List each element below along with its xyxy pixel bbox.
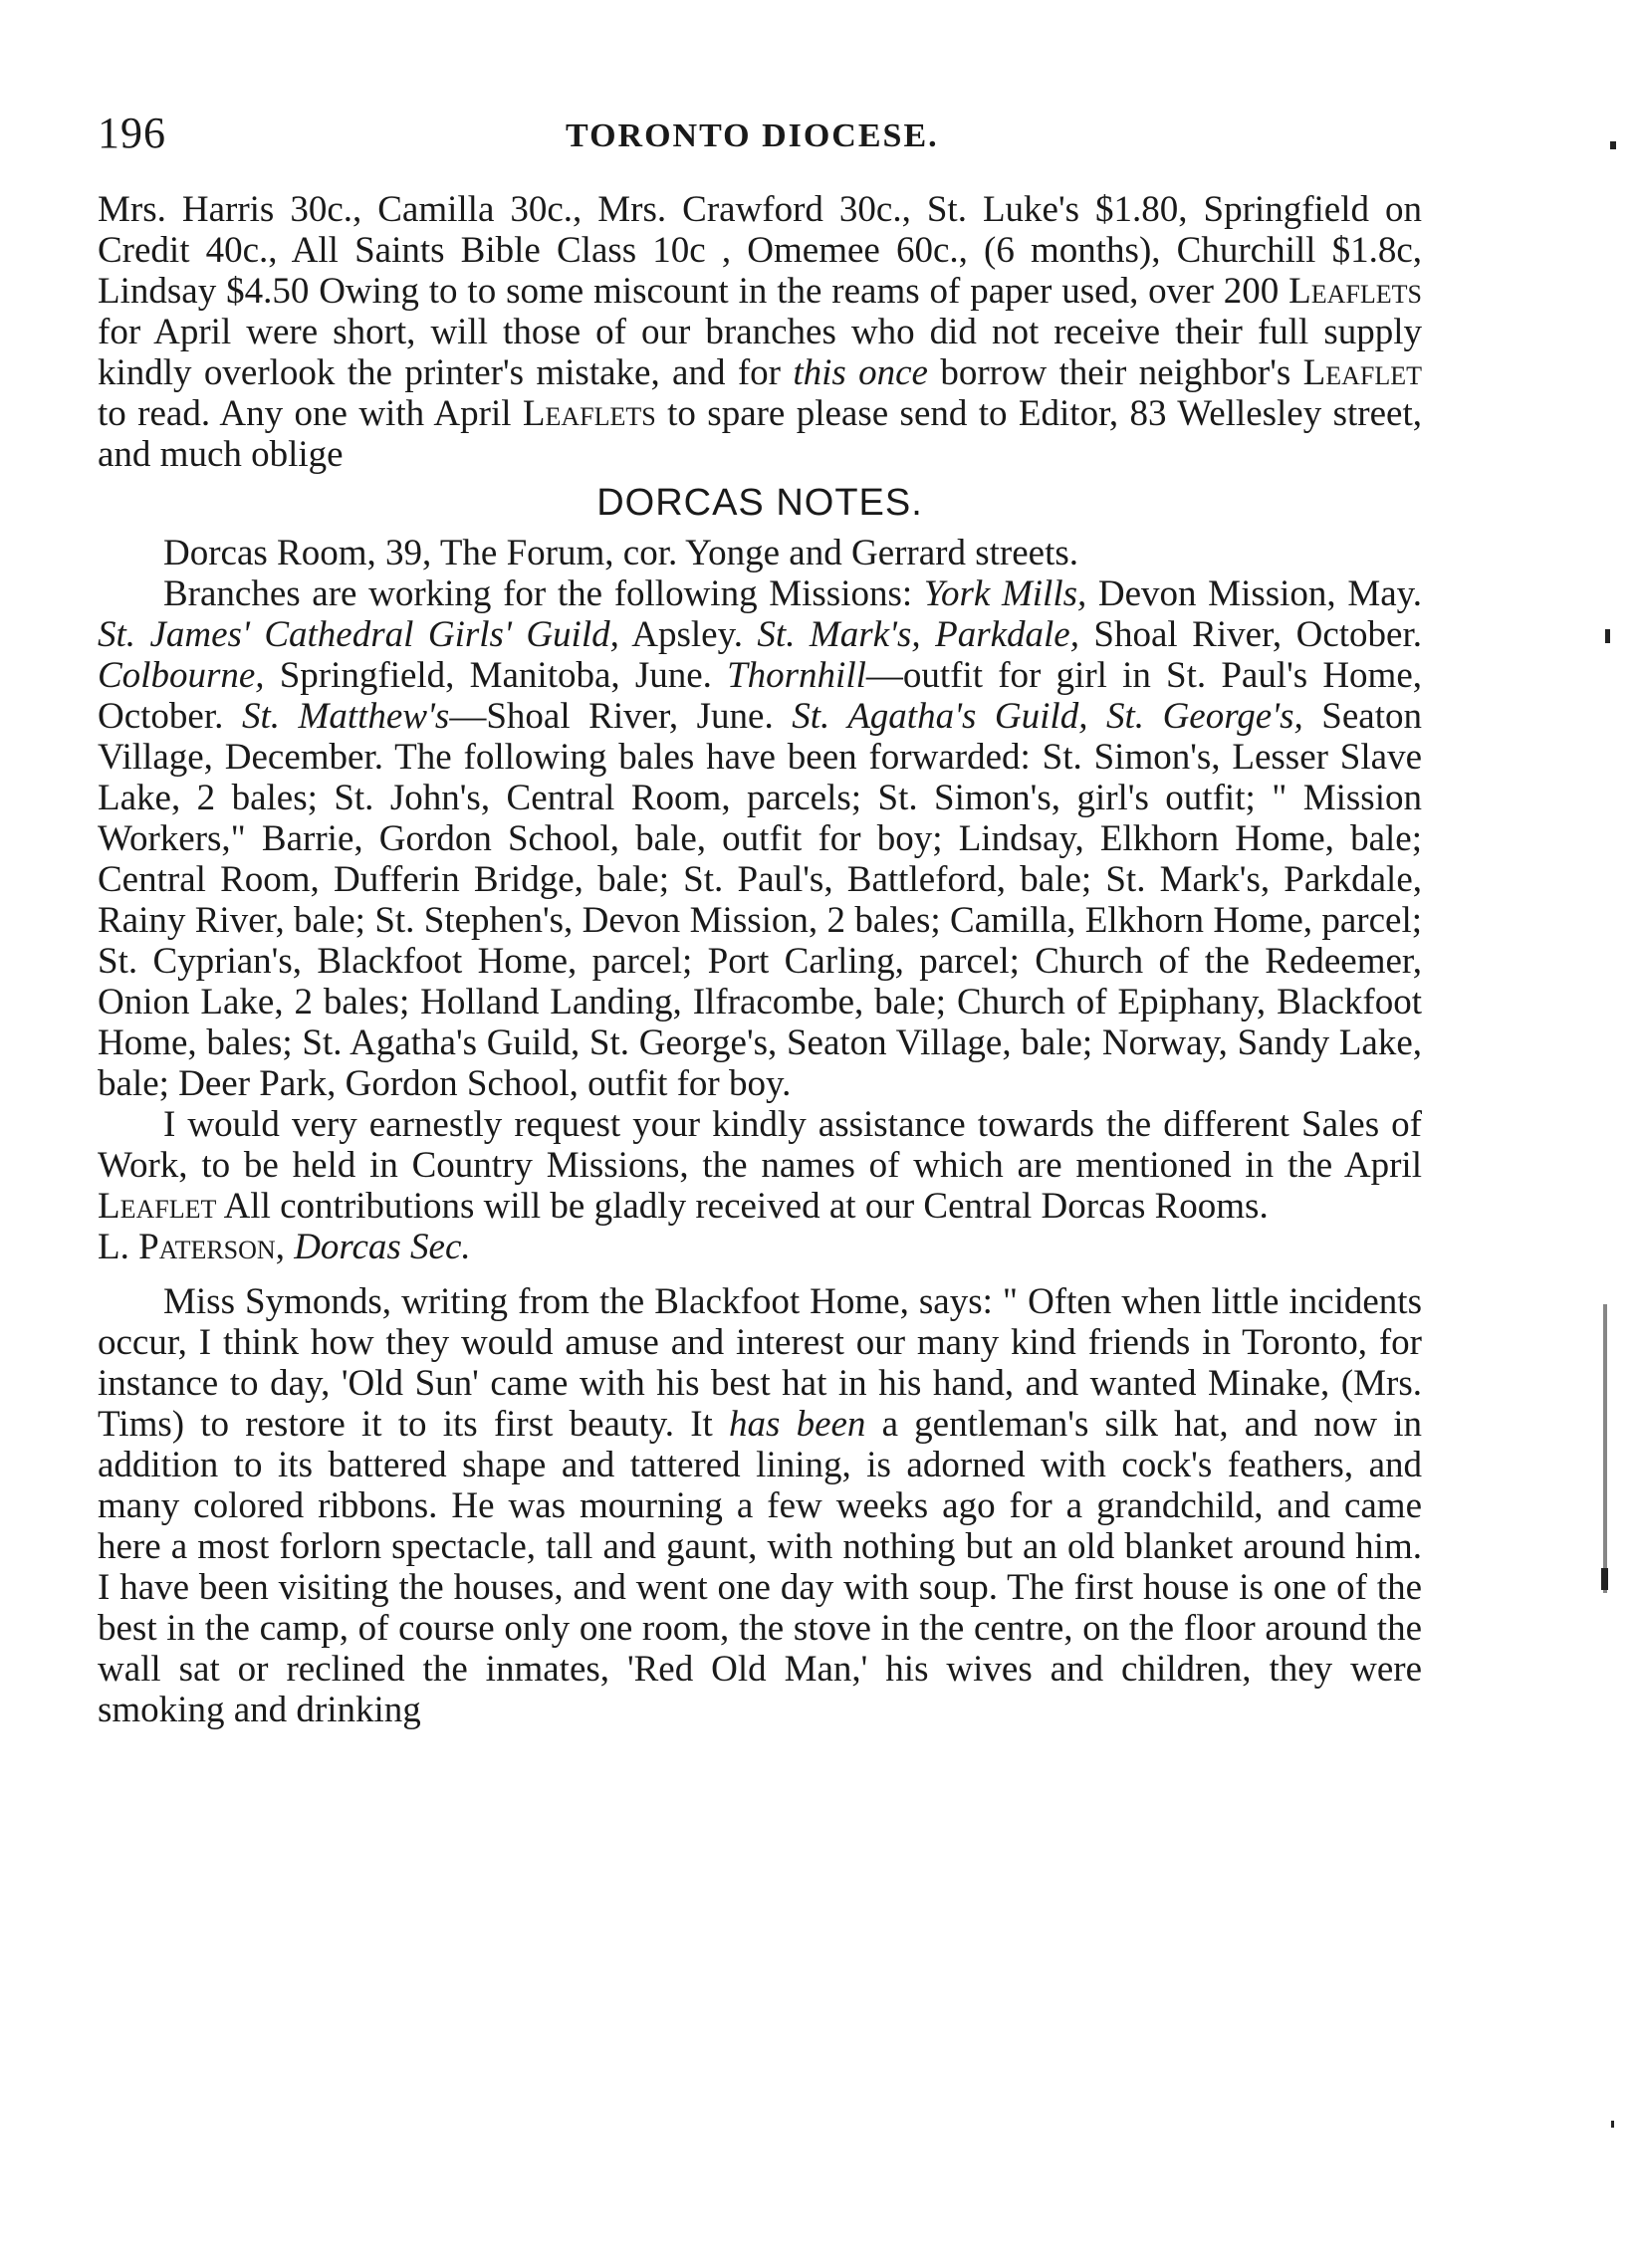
branch-name: Colbourne, bbox=[98, 655, 265, 696]
page-number: 196 bbox=[98, 109, 166, 157]
leaflet-word: Leaflet bbox=[98, 1186, 217, 1227]
text-run: Shoal River, October. bbox=[1078, 614, 1422, 655]
page-header bbox=[98, 108, 1442, 167]
leaflets-word: Leaflets bbox=[522, 393, 656, 434]
leaflets-word: Leaflets bbox=[1288, 271, 1422, 312]
text-run: —Shoal River, June. bbox=[449, 696, 793, 737]
leaflet-word: Leaflet bbox=[1302, 352, 1422, 393]
text-run: a gentleman's silk hat, and now in addition to its battered shape and tattered lining, is adorned with cock's feathers, and many colored ribbons. He was mourning a few weeks ago for a grandchild, and came here a most forlorn spectacle, tall and gaunt, with nothing but an old blanket around him. I have been visiting the houses, and went one day with soup. The first house is one of the best in the camp, of course only one room, the stove in the centre, on the floor around the wall sat or reclined the inmates, 'Red Old Man,' his wives and children, they were smoking and drinking bbox=[98, 1404, 1423, 1730]
emphasis: has been bbox=[729, 1404, 866, 1445]
page-body bbox=[98, 189, 1422, 1730]
dorcas-address: Dorcas Room, 39, The Forum, cor. Yonge and Gerrard streets. bbox=[163, 533, 1079, 573]
margin-speck bbox=[1605, 629, 1610, 643]
text-run: All contributions will be gladly received at our Central Dorcas Rooms. bbox=[216, 1186, 1269, 1227]
text-run: —outfit for girl in St. Paul's Home, October. bbox=[98, 655, 1423, 737]
text-run: Apsley. bbox=[618, 614, 758, 655]
text-run: for April were short, will those of our branches who did not receive their full supply kindly overlook the printer's mistake, and for bbox=[98, 312, 1422, 393]
text-run: Devon Mission, May. bbox=[1086, 573, 1422, 614]
branch-name: St. Agatha's Guild, St. George's, bbox=[792, 696, 1303, 737]
signature-title: Dorcas Sec. bbox=[284, 1227, 471, 1267]
text-run: to read. Any one with April bbox=[98, 393, 523, 434]
branch-name: Thornhill bbox=[727, 655, 866, 696]
text-run: Branches are working for the following Missions: bbox=[163, 573, 924, 614]
text-run: Mrs. Harris 30c., Camilla 30c., Mrs. Crawford 30c., St. Luke's $1.80, Springfield on Credit 40c., All Saints Bible Class 10c , Omemee 60c., (6 months), Churchill $1.8c, Lindsay $4.50 Owing to to some miscount in the reams of paper used, over 200 bbox=[98, 189, 1422, 312]
text-run: I would very earnestly request your kindly assistance towards the different Sales of Work, to be held in Country Missions, the names of which are mentioned in the April bbox=[98, 1104, 1422, 1186]
text-run: Seaton Village, December. The following bales have been forwarded: St. Simon's, Lesser Slave Lake, 2 bales; St. John's, Central Room, parcels; St. Simon's, girl's outfit; " Mission Workers," Barrie, Gordon School, bale, outfit for boy; Lindsay, Elkhorn Home, bale; Central Room, Dufferin Bridge, bale; St. Paul's, Battleford, bale; St. Mark's, Parkdale, Rainy River, bale; St. Stephen's, Devon Mission, 2 bales; Camilla, Elkhorn Home, parcel; St. Cyprian's, Blackfoot Home, parcel; Port Carling, parcel; Church of the Redeemer, Onion Lake, 2 bales; Holland Landing, Ilfracombe, bale; Church of Epiphany, Blackfoot Home, bales; St. Agatha's Guild, St. George's, Seaton Village, bale; Norway, Sandy Lake, bale; Deer Park, Gordon School, outfit for boy. bbox=[98, 696, 1423, 1104]
branch-name: York Mills, bbox=[923, 573, 1087, 614]
branch-name: St. Mark's, Parkdale, bbox=[757, 614, 1079, 655]
section-heading-dorcas-notes: DORCAS NOTES. bbox=[596, 482, 923, 524]
text-run: Springfield, Manitoba, June. bbox=[264, 655, 728, 696]
margin-scan-strip bbox=[1603, 1304, 1607, 1593]
dorcas-missions-paragraph bbox=[98, 573, 1422, 1104]
running-title: TORONTO DIOCESE. bbox=[566, 117, 939, 154]
emphasis: this once bbox=[793, 352, 928, 393]
branch-name: St. James' Cathedral Girls' Guild, bbox=[98, 614, 619, 655]
margin-speck bbox=[1601, 1568, 1608, 1590]
text-run: to spare please send to Editor, 83 Wellesley street, and much oblige bbox=[98, 393, 1422, 475]
intro-paragraph bbox=[98, 189, 1422, 475]
dorcas-request-paragraph bbox=[98, 1104, 1422, 1227]
text-run: borrow their neighbor's bbox=[927, 352, 1303, 393]
margin-speck bbox=[1611, 2121, 1614, 2128]
symonds-paragraph bbox=[98, 1281, 1422, 1730]
signature-line bbox=[98, 1227, 1422, 1267]
margin-speck bbox=[1610, 141, 1616, 149]
text-run: Miss Symonds, writing from the Blackfoot Home, says: " Often when little incidents occur, I think how they would amuse and interest our many kind friends in Toronto, for instance to day, 'Old Sun' came with his best hat in his hand, and wanted Minake, (Mrs. Tims) to restore it to its first beauty. It bbox=[98, 1281, 1422, 1445]
signature-name: L. Paterson, bbox=[98, 1227, 285, 1267]
branch-name: St. Matthew's bbox=[241, 696, 450, 737]
